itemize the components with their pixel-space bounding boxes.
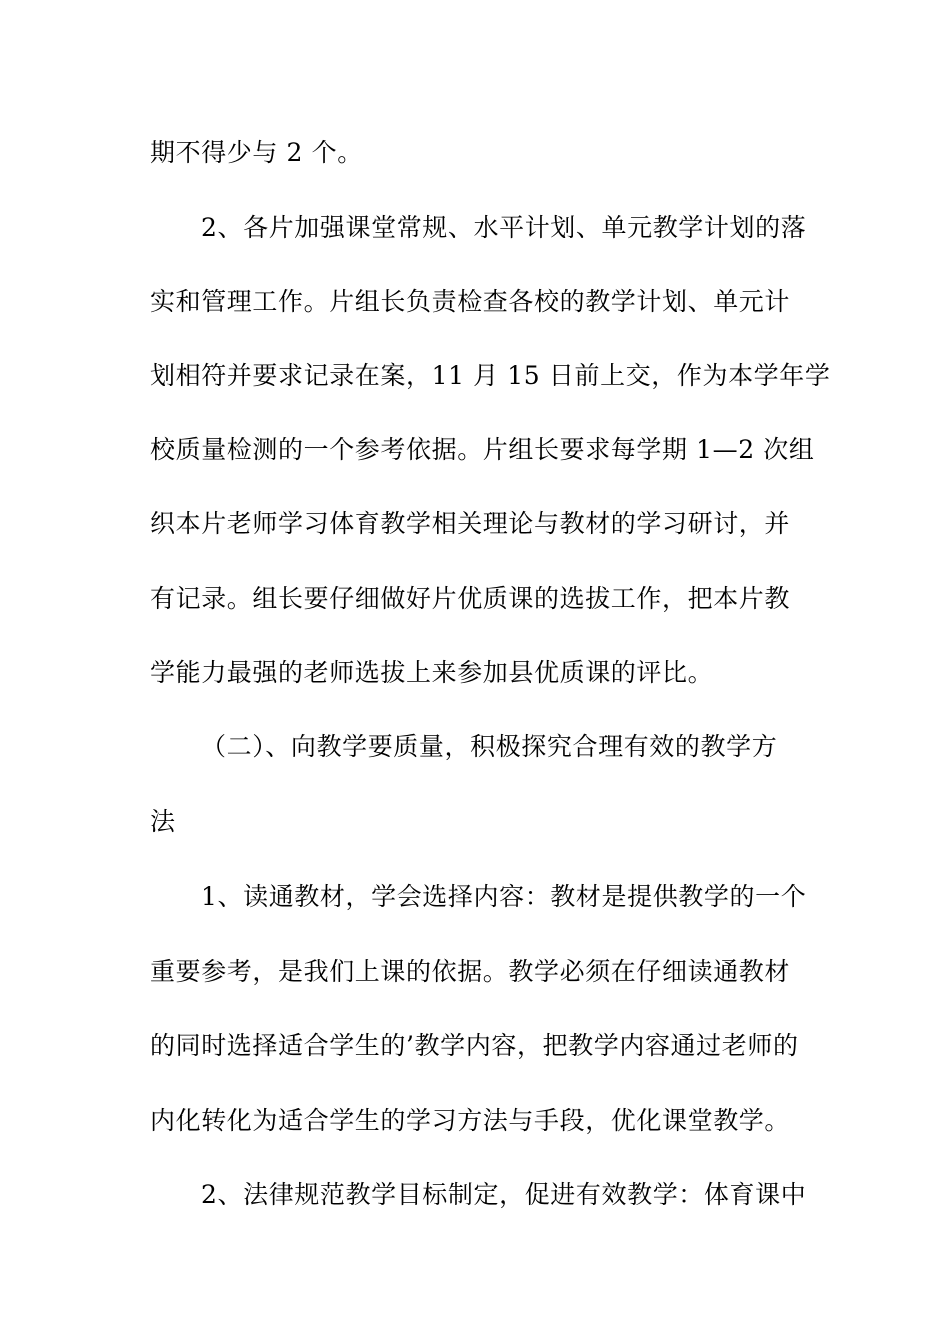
text-line: 2、各片加强课堂常规、水平计划、单元教学计划的落 — [201, 213, 807, 242]
text-line: 划相符并要求记录在案，11 月 15 日前上交，作为本学年学 — [150, 361, 831, 390]
text-line: 校质量检测的一个参考依据。片组长要求每学期 1—2 次组 — [150, 435, 815, 464]
text-line: 实和管理工作。片组长负责检查各校的教学计划、单元计 — [150, 287, 791, 316]
text-line: 内化转化为适合学生的学习方法与手段，优化课堂教学。 — [150, 1106, 791, 1135]
text-line: 2、法律规范教学目标制定，促进有效教学：体育课中 — [201, 1180, 807, 1209]
text-line: 学能力最强的老师选拔上来参加县优质课的评比。 — [150, 658, 714, 687]
text-line: 期不得少与 2 个。 — [150, 138, 363, 167]
text-line: 有记录。组长要仔细做好片优质课的选拔工作，把本片教 — [150, 584, 791, 613]
section-heading-continued: 法 — [150, 807, 176, 836]
text-line: 重要参考，是我们上课的依据。教学必须在仔细读通教材 — [150, 957, 791, 986]
text-line: 的同时选择适合学生的’教学内容，把教学内容通过老师的 — [150, 1031, 799, 1060]
text-line: 1、读通教材，学会选择内容：教材是提供教学的一个 — [201, 882, 807, 911]
section-heading: （二）、向教学要质量，积极探究合理有效的教学方 — [201, 732, 778, 761]
text-line: 织本片老师学习体育教学相关理论与教材的学习研讨，并 — [150, 509, 791, 538]
